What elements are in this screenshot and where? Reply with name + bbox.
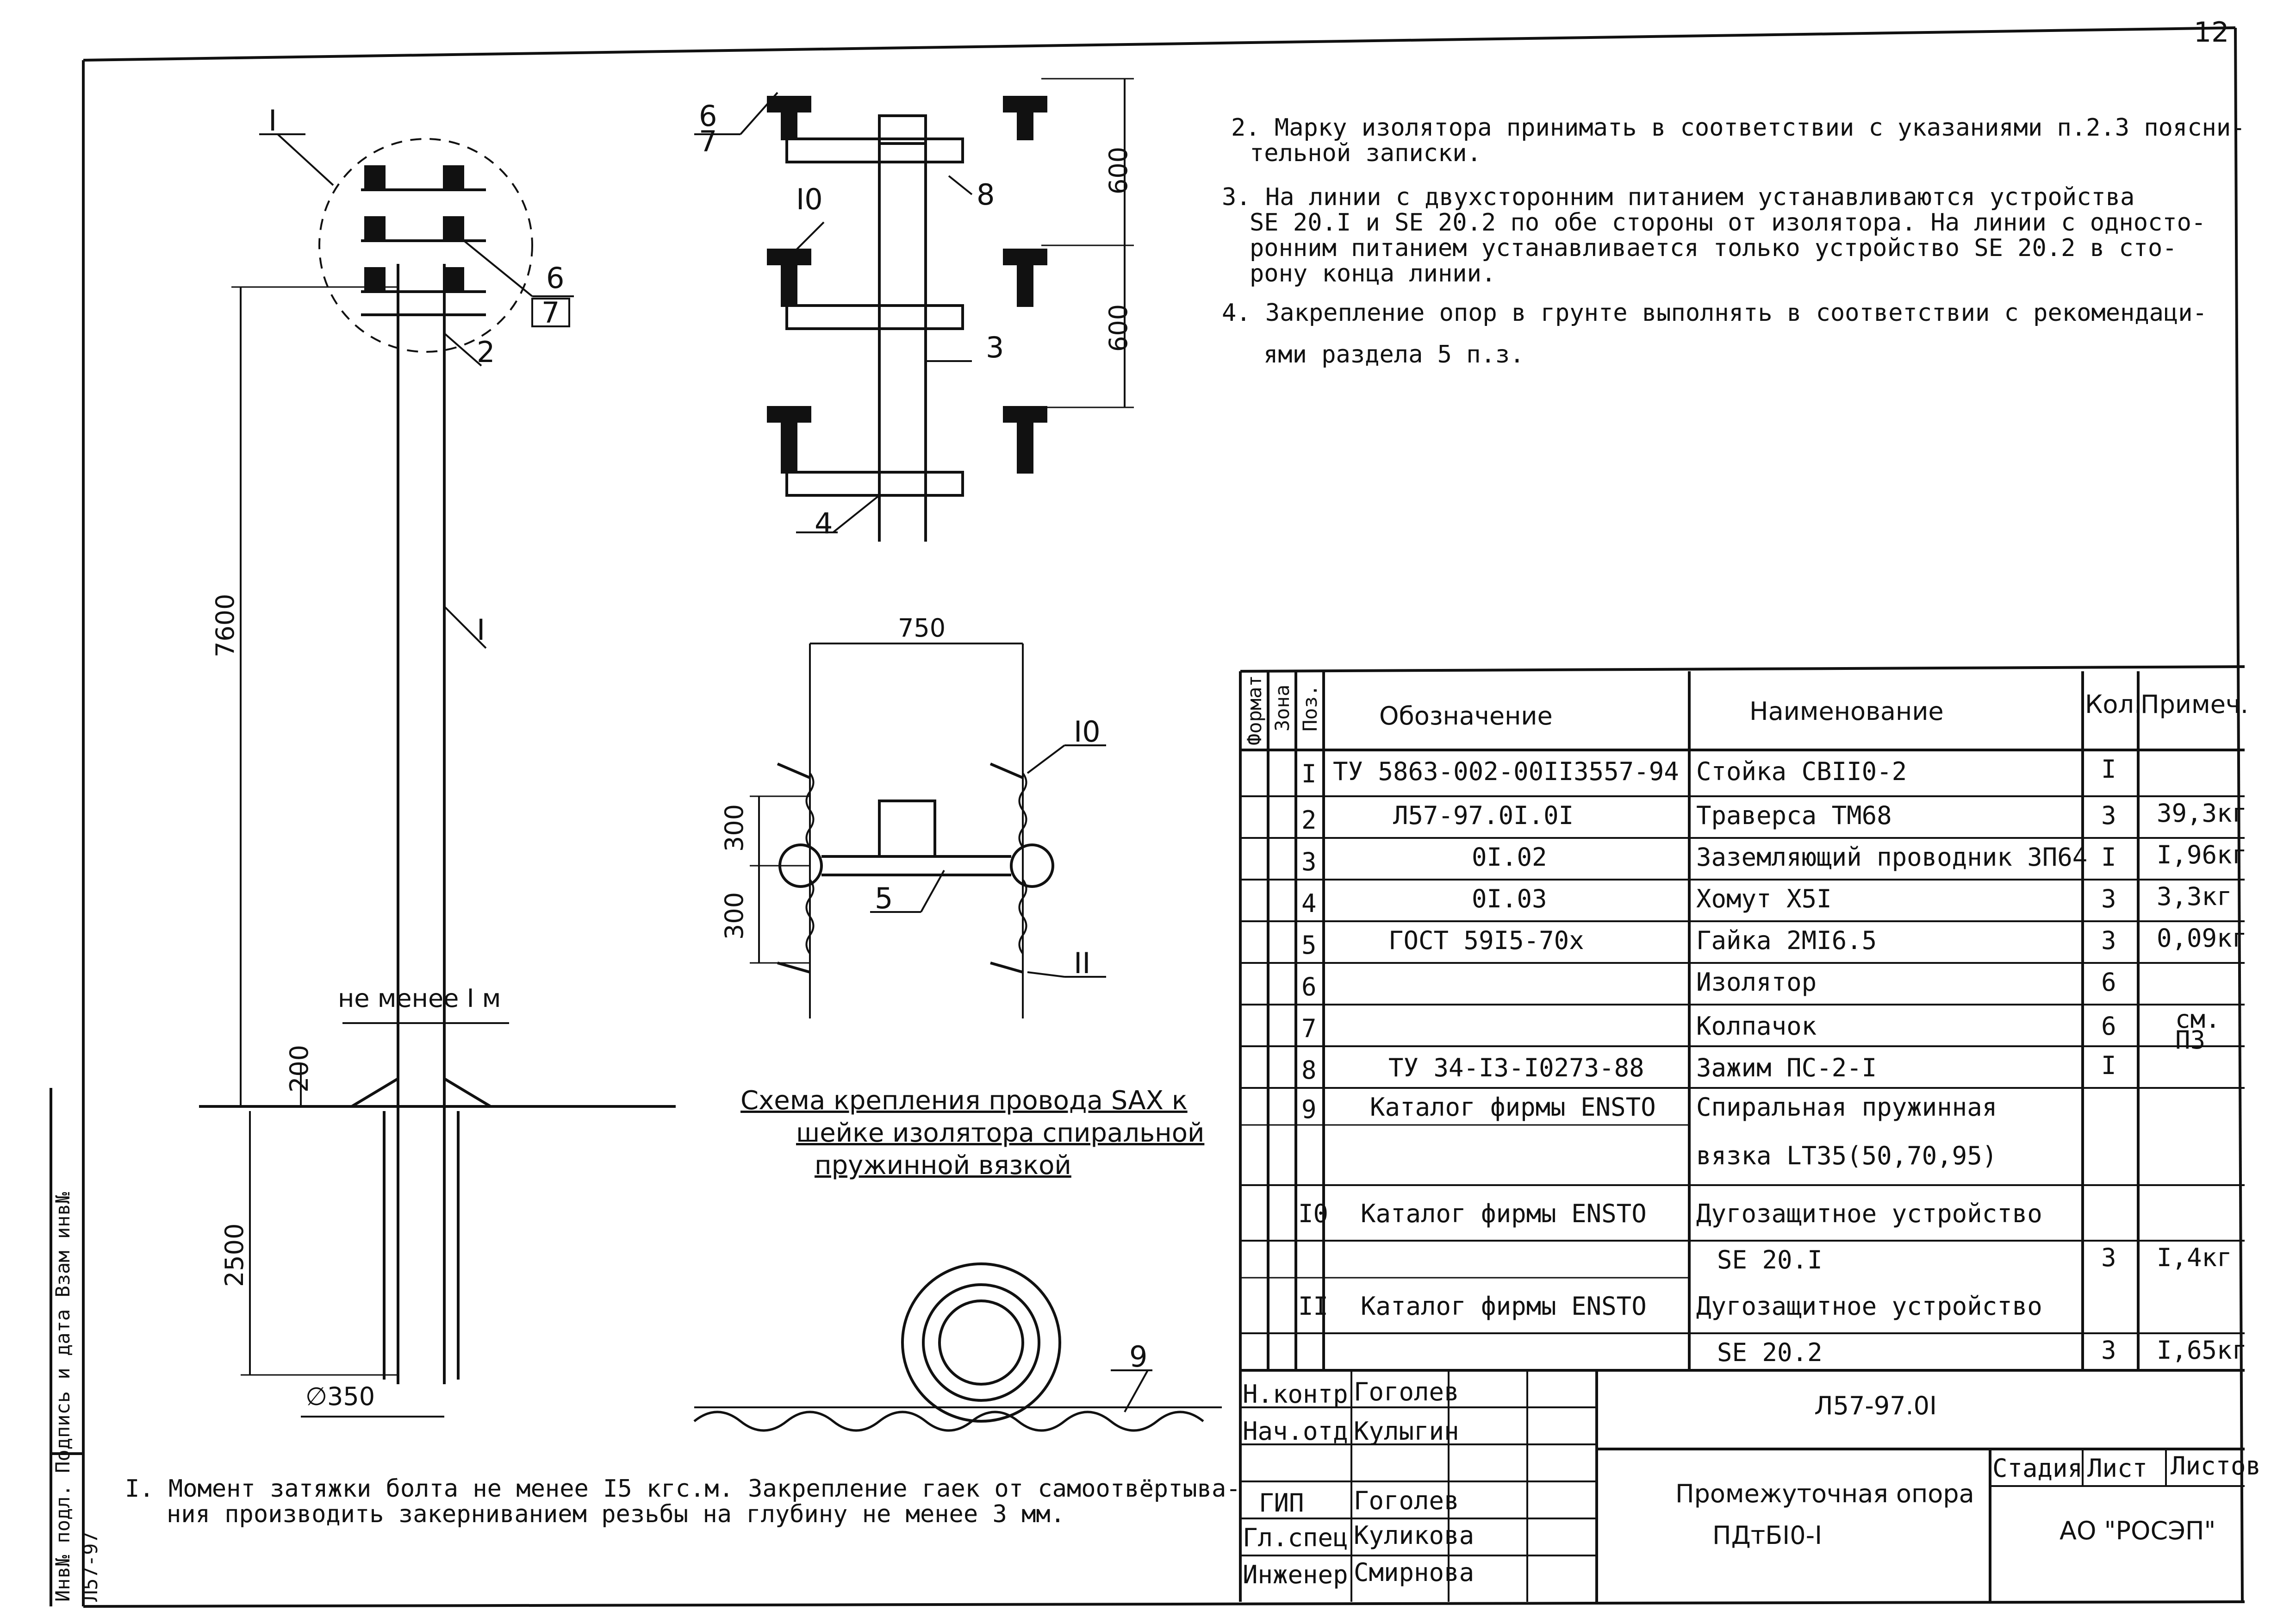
cell-pos: 9 — [1301, 1095, 1317, 1124]
cell-name: Изолятор — [1696, 968, 1817, 997]
wrap-label-9: 9 — [1129, 1340, 1148, 1374]
dim-pole-depth: 2500 — [220, 1223, 249, 1287]
detail-label-6: 6 — [699, 99, 717, 133]
cell-pos: I0 — [1298, 1199, 1329, 1228]
page-number: 12 — [2194, 16, 2229, 49]
note-1: I. Момент затяжки болта не менее I5 кгс.м. Закрепление гаек от самоотвёртыва- — [125, 1475, 1241, 1503]
pole-view — [199, 134, 676, 1417]
cell-qty: 3 — [2101, 884, 2116, 913]
tb-sheet: Лист — [2087, 1454, 2148, 1483]
cell-pos: 6 — [1301, 972, 1317, 1001]
tb-doc-code: Л57-97.0I — [1814, 1391, 1937, 1420]
detail-label-7: 7 — [699, 125, 717, 158]
dim-200: 200 — [285, 1044, 314, 1093]
cell-pos: II — [1298, 1292, 1329, 1321]
cell-name: Траверса ТМ68 — [1696, 801, 1892, 830]
cell-name: Стойка СВII0-2 — [1696, 757, 1907, 786]
pole-label-2: 2 — [477, 335, 495, 369]
scheme-view — [750, 643, 1106, 1018]
margin-stamp-code: Л57-97 — [79, 1531, 102, 1602]
margin-stamp-text: Инв№ подл. Подпись и дата Взам инв№ — [51, 1192, 74, 1602]
th-format: Формат — [1243, 675, 1266, 745]
cell-qty: 6 — [2101, 968, 2116, 997]
scheme-label-5: 5 — [875, 881, 893, 915]
cell-designation: Каталог фирмы ENSTO — [1361, 1292, 1647, 1321]
cell-designation: Л57-97.0I.0I — [1393, 801, 1574, 830]
tb-stage: Стадия — [1992, 1454, 2083, 1483]
cell-pos: 8 — [1301, 1056, 1317, 1085]
dim-diameter: ∅350 — [305, 1382, 375, 1411]
cell-note: I,65кг — [2157, 1336, 2247, 1365]
tb-name-4: Смирнова — [1354, 1558, 1475, 1587]
scheme-caption-1: Схема крепления провода SAX к — [740, 1086, 1188, 1116]
cell-qty: 6 — [2101, 1012, 2116, 1041]
cell-note: 3,3кг — [2157, 882, 2232, 911]
tb-name-3: Куликова — [1354, 1521, 1475, 1550]
cell-qty: I — [2101, 1051, 2116, 1080]
detail-label-8: 8 — [977, 178, 995, 212]
scheme-label-11: II — [1074, 946, 1091, 980]
note-3d: рону конца линии. — [1250, 260, 1496, 287]
note-4b: ями раздела 5 п.з. — [1263, 341, 1524, 369]
tb-sheets: Листов — [2171, 1451, 2261, 1480]
cell-pos: 4 — [1301, 889, 1317, 918]
cell-qty: I — [2101, 755, 2116, 784]
cell-name: Зажим ПС-2-I — [1696, 1053, 1877, 1082]
pole-label-1: I — [477, 613, 485, 647]
cell-qty: 3 — [2101, 926, 2116, 955]
cell-name: Дугозащитное устройство — [1696, 1199, 2042, 1228]
note-2b: тельной записки. — [1250, 139, 1481, 167]
tb-title-2: ПДтБI0-I — [1712, 1521, 1822, 1550]
tb-name-2: Гоголев — [1354, 1486, 1459, 1515]
cell-designation: ГОСТ 59I5-70x — [1388, 926, 1584, 955]
cell-designation: 0I.03 — [1472, 884, 1547, 913]
dim-min-distance: не менее I м — [338, 984, 501, 1013]
tb-role-1: Нач.отд — [1243, 1417, 1348, 1446]
cell-note: 0,09кг — [2157, 924, 2247, 953]
note-2: 2. Марку изолятора принимать в соответствии с указаниями п.2.3 поясни- — [1231, 114, 2246, 142]
cell-note: I,96кг — [2157, 840, 2247, 869]
cell-name: Колпачок — [1696, 1012, 1817, 1041]
th-name: Наименование — [1749, 697, 1944, 726]
cell-note: I,4кг — [2157, 1243, 2232, 1272]
tb-company: АО "РОСЭП" — [2060, 1516, 2216, 1545]
dim-600-b: 600 — [1104, 304, 1133, 352]
cell-name: Спиральная пружинная — [1696, 1093, 1997, 1122]
cell-name: Гайка 2МI6.5 — [1696, 926, 1877, 955]
dim-750: 750 — [898, 613, 946, 643]
tb-name-1: Кулыгин — [1354, 1417, 1459, 1446]
cell-name: SE 20.I — [1717, 1245, 1823, 1274]
cell-note: ПЗ — [2175, 1025, 2206, 1055]
dim-300-b: 300 — [720, 892, 749, 940]
note-1b: ния производить закерниванием резьбы на глубину не менее 3 мм. — [167, 1500, 1065, 1528]
dim-300-a: 300 — [720, 804, 749, 852]
cell-designation: Каталог фирмы ENSTO — [1370, 1093, 1656, 1122]
tb-name-0: Гоголев — [1354, 1377, 1459, 1406]
cell-pos: 3 — [1301, 847, 1317, 876]
tb-role-4: Инженер — [1243, 1560, 1348, 1589]
cell-qty: 3 — [2101, 1243, 2116, 1272]
th-pos: Поз. — [1299, 684, 1321, 731]
cell-name: Дугозащитное устройство — [1696, 1292, 2042, 1321]
note-3b: SE 20.I и SE 20.2 по обе стороны от изолятора. На линии с односто- — [1250, 209, 2206, 237]
tb-role-0: Н.контр — [1243, 1380, 1348, 1409]
scheme-label-10: I0 — [1074, 715, 1101, 749]
detail-label-10: I0 — [796, 182, 823, 216]
cell-name: Заземляющий проводник ЗП64 — [1696, 843, 2088, 872]
dim-600-a: 600 — [1104, 146, 1133, 194]
cell-name: вязка LT35(50,70,95) — [1696, 1141, 1997, 1170]
detail-label-4: 4 — [815, 506, 833, 540]
cell-note: 39,3кг — [2157, 799, 2247, 828]
scheme-caption-3: пружинной вязкой — [815, 1150, 1071, 1181]
cell-qty: 3 — [2101, 801, 2116, 830]
pole-label-6: 6 — [546, 261, 565, 295]
cell-name: Хомут Х5I — [1696, 884, 1832, 913]
pole-label-7: 7 — [541, 296, 560, 330]
scheme-caption-2: шейке изолятора спиральной — [796, 1118, 1205, 1148]
th-zone: Зона — [1271, 684, 1294, 731]
cell-pos: 7 — [1301, 1014, 1317, 1043]
cell-qty: I — [2101, 843, 2116, 872]
pole-label-1-top: I — [268, 104, 277, 137]
cell-note: см. — [2175, 1005, 2221, 1034]
cell-pos: I — [1301, 759, 1317, 788]
cell-pos: 5 — [1301, 931, 1317, 960]
cell-designation: Каталог фирмы ENSTO — [1361, 1199, 1647, 1228]
tb-role-3: Гл.спец — [1243, 1523, 1348, 1552]
dim-pole-height: 7600 — [211, 593, 240, 657]
tb-title-1: Промежуточная опора — [1675, 1479, 1974, 1508]
cell-pos: 2 — [1301, 806, 1317, 835]
tb-role-2: ГИП — [1259, 1488, 1304, 1518]
note-3: 3. На линии с двухсторонним питанием устанавливаются устройства — [1222, 183, 2135, 211]
crossarm-view — [694, 79, 1134, 542]
note-3c: ронним питанием устанавливается только устройство SE 20.2 в сто- — [1250, 234, 2177, 262]
cell-designation: ТУ 5863-002-00II3557-94 — [1333, 757, 1679, 786]
th-qty: Кол. — [2085, 690, 2142, 719]
cell-qty: 3 — [2101, 1336, 2116, 1365]
cell-name: SE 20.2 — [1717, 1338, 1823, 1367]
detail-label-3: 3 — [986, 331, 1004, 364]
th-note: Примеч. — [2140, 690, 2249, 719]
note-4: 4. Закрепление опор в грунте выполнять в соответствии с рекомендаци- — [1222, 299, 2207, 327]
cell-designation: 0I.02 — [1472, 843, 1547, 872]
cell-designation: ТУ 34-I3-I0273-88 — [1388, 1053, 1644, 1082]
th-designation: Обозначение — [1379, 701, 1553, 731]
